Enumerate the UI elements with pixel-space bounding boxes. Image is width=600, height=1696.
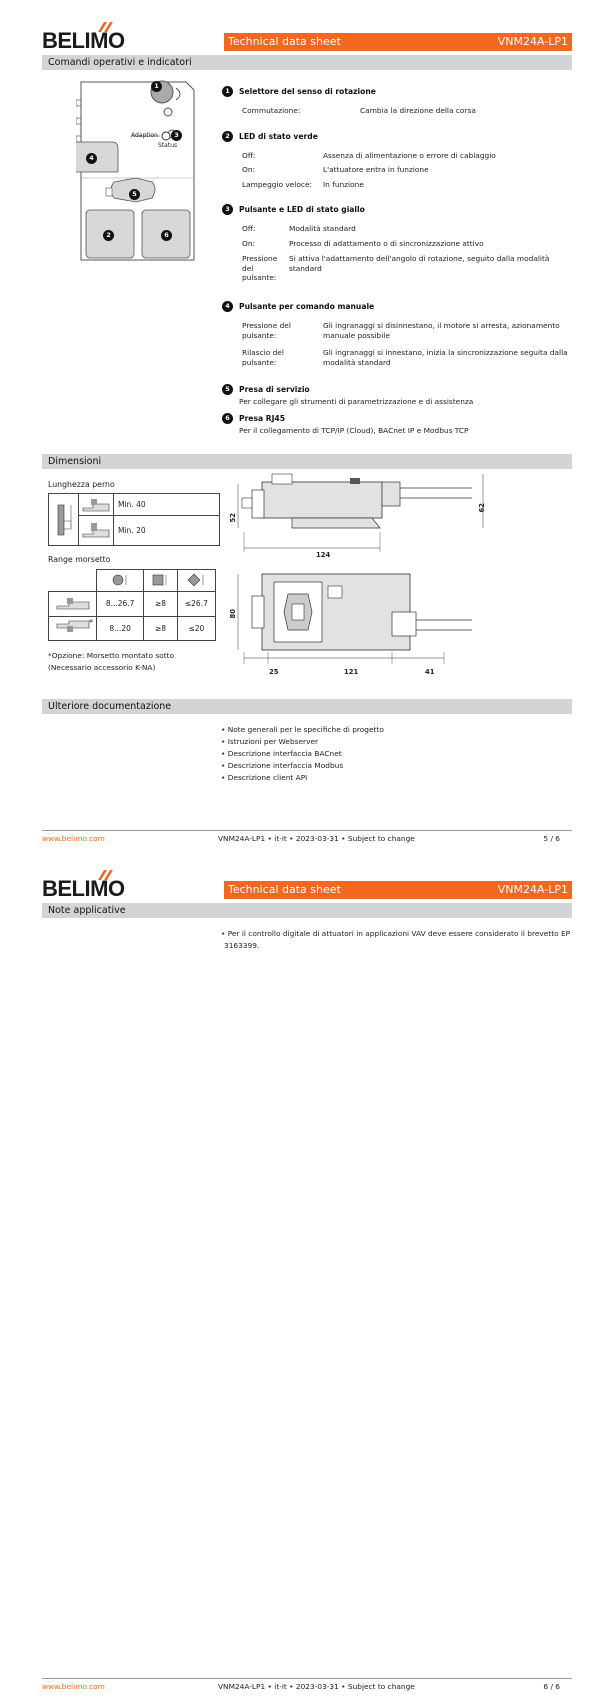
spindle-shape-2 <box>79 516 114 546</box>
spindle-icon <box>49 495 77 543</box>
section-controls-title: Comandi operativi e indicatori <box>42 55 572 70</box>
section-notes-title: Note applicative <box>42 903 572 918</box>
clamp-cell: ≤26.7 <box>177 592 215 616</box>
item-5-desc: Per collegare gli strumenti di parametrizzazione e di assistenza <box>239 397 474 406</box>
item-6-number: 6 <box>222 413 233 424</box>
clamp-cell: 8...20 <box>97 616 144 640</box>
dim-62: 62 <box>477 503 486 513</box>
item-3-value: Modalità standard <box>289 224 356 233</box>
marker-6: 6 <box>161 230 172 241</box>
clamp-cell: ≤20 <box>177 616 215 640</box>
clamp-round-icon <box>97 570 144 592</box>
logo-bars-icon <box>94 870 116 880</box>
dim-80: 80 <box>228 609 237 619</box>
doc-link[interactable]: • Descrizione interfaccia Modbus <box>221 761 344 770</box>
item-5-title: Presa di servizio <box>239 385 310 394</box>
item-1-number: 1 <box>222 86 233 97</box>
item-2-number: 2 <box>222 131 233 142</box>
clamp-cell: ≥8 <box>144 592 177 616</box>
footer-page-6 <box>42 1678 572 1691</box>
item-4-value: Gli ingranaggi si innestano, inizia la sincronizzazione seguita dalla modalità standard <box>323 348 568 367</box>
item-2-key: On: <box>242 165 255 174</box>
actuator-front-drawing <box>76 78 202 268</box>
item-2-value: Assenza di alimentazione o errore di cablaggio <box>323 151 496 160</box>
clamp-range-title: Range morsetto <box>48 555 111 564</box>
clamp-square-icon <box>144 570 177 592</box>
spindle-min-20: Min. 20 <box>114 516 220 546</box>
item-3-value: Processo di adattamento o di sincronizzazione attivo <box>289 239 484 248</box>
item-4-number: 4 <box>222 301 233 312</box>
clamp-star: * <box>89 617 93 627</box>
item-3-key: Off: <box>242 224 256 233</box>
item-5-number: 5 <box>222 384 233 395</box>
spindle-shape-icon <box>79 521 113 539</box>
dim-52: 52 <box>228 513 237 523</box>
item-2-key: Off: <box>242 151 256 160</box>
clamp-empty-cell <box>49 570 97 592</box>
item-1-key: Commutazione: <box>242 106 301 115</box>
item-6-desc: Per il collegamento di TCP/IP (Cloud), BACnet IP e Modbus TCP <box>239 426 469 435</box>
item-3-value: Si attiva l'adattamento dell'angolo di rotazione, seguito dalla modalità standard <box>289 254 550 273</box>
footer-site-link[interactable]: www.belimo.com <box>42 834 105 843</box>
marker-1: 1 <box>151 81 162 92</box>
item-4-title: Pulsante per comando manuale <box>239 302 375 311</box>
spindle-shape-icon <box>79 495 113 513</box>
section-docs-title: Ulteriore documentazione <box>42 699 572 714</box>
doc-link[interactable]: • Note generali per le specifiche di progetto <box>221 725 384 734</box>
doc-link[interactable]: • Descrizione interfaccia BACnet <box>221 749 342 758</box>
item-3-number: 3 <box>222 204 233 215</box>
logo-bars-icon <box>94 22 116 32</box>
footer-page-number: 5 / 6 <box>543 834 560 843</box>
doc-link[interactable]: • Descrizione client API <box>221 773 308 782</box>
item-2-key: Lampeggio veloce: <box>242 180 312 189</box>
dim-124: 124 <box>316 551 331 559</box>
spindle-length-table <box>48 493 220 546</box>
spindle-icon-cell <box>49 494 79 546</box>
footer-info: VNM24A-LP1 • it-it • 2023-03-31 • Subject to change <box>218 1682 415 1691</box>
footer-site-link[interactable]: www.belimo.com <box>42 1682 105 1691</box>
marker-5: 5 <box>129 189 140 200</box>
item-2-title: LED di stato verde <box>239 132 318 141</box>
spindle-shape-1 <box>79 494 114 516</box>
spindle-min-40: Min. 40 <box>114 494 220 516</box>
adaption-label: Adaption <box>131 132 158 139</box>
belimo-logo: BELIMO <box>42 870 122 900</box>
item-3-title: Pulsante e LED di stato giallo <box>239 205 365 214</box>
item-2-value: In funzione <box>323 180 364 189</box>
item-3-key: Pressione del pulsante: <box>242 254 278 282</box>
doc-link[interactable]: • Istruzioni per Webserver <box>221 737 319 746</box>
item-2-value: L'attuatore entra in funzione <box>323 165 429 174</box>
clamp-bottom-icon <box>49 616 97 640</box>
section-dimensions-title: Dimensioni <box>42 454 572 469</box>
option-note-2: (Necessario accessorio K-NA) <box>48 663 156 672</box>
dim-121: 121 <box>344 668 359 676</box>
item-3-key: On: <box>242 239 255 248</box>
page-6 <box>0 848 600 1696</box>
dim-25: 25 <box>269 668 279 676</box>
item-4-key: Rilascio del pulsante: <box>242 348 284 367</box>
item-4-key: Pressione del pulsante: <box>242 321 291 340</box>
option-note-1: *Opzione: Morsetto montato sotto <box>48 651 175 660</box>
top-view-drawing <box>232 568 492 672</box>
spindle-length-title: Lunghezza perno <box>48 480 115 489</box>
item-6-title: Presa RJ45 <box>239 414 285 423</box>
footer-info: VNM24A-LP1 • it-it • 2023-03-31 • Subject to change <box>218 834 415 843</box>
belimo-logo: BELIMO <box>42 22 122 52</box>
item-4-value: Gli ingranaggi si disinnestano, il motore si arresta, azionamento manuale possibile <box>323 321 560 340</box>
clamp-cell: ≥8 <box>144 616 177 640</box>
item-1-value: Cambia la direzione della corsa <box>360 106 476 115</box>
header-bar: Technical data sheet VNM24A-LP1 <box>224 33 572 51</box>
clamp-top-icon <box>49 592 97 616</box>
status-label: Status <box>158 142 178 149</box>
dim-41: 41 <box>425 668 435 676</box>
footer-page-number: 6 / 6 <box>543 1682 560 1691</box>
item-1-title: Selettore del senso di rotazione <box>239 87 376 96</box>
marker-3: 3 <box>171 130 182 141</box>
marker-4: 4 <box>86 153 97 164</box>
side-view-drawing <box>232 470 492 570</box>
application-note: • Per il controllo digitale di attuatori in applicazioni VAV deve essere considerato il brevetto EP <box>221 929 571 938</box>
footer-page-5 <box>42 830 572 843</box>
clamp-diamond-icon <box>177 570 215 592</box>
clamp-range-table <box>48 569 216 641</box>
application-note-cont: 3163399. <box>224 941 260 950</box>
marker-2: 2 <box>103 230 114 241</box>
header-bar: Technical data sheet VNM24A-LP1 <box>224 881 572 899</box>
clamp-cell: 8...26.7 <box>97 592 144 616</box>
